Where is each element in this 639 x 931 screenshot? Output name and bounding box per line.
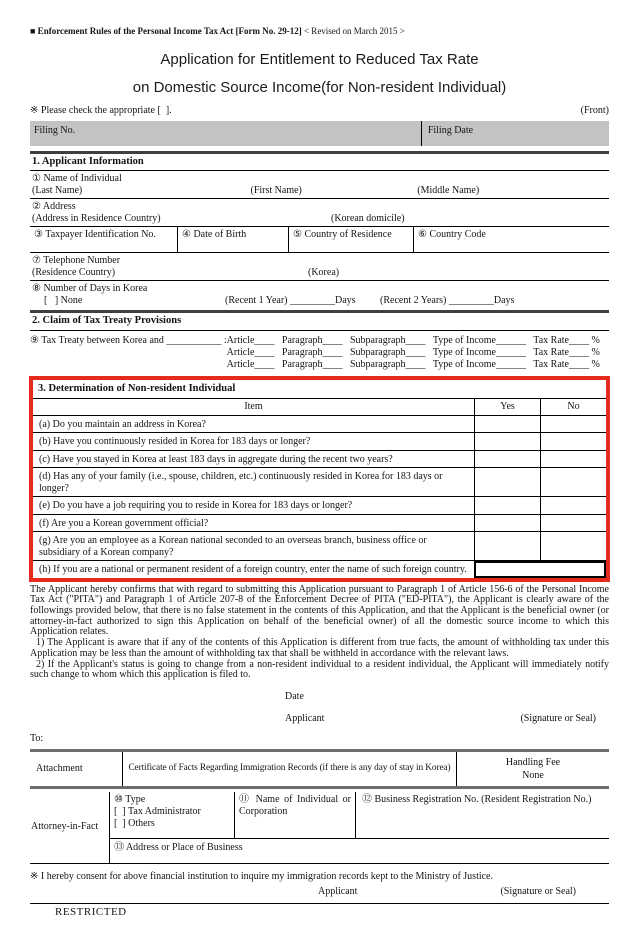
answer-no-cell[interactable] (540, 515, 606, 532)
revision-label: < Revised on March 2015 > (303, 26, 405, 36)
answer-yes-cell[interactable] (474, 433, 540, 450)
address-label: ② Address (32, 201, 76, 213)
answer-yes-cell[interactable] (474, 416, 540, 433)
question-f: (f) Are you a Korean government official? (39, 517, 209, 529)
declaration-paragraph: The Applicant hereby confirms that with regard to submitting this Application pursuant to Paragraph 1 of Article 156-6 of the Personal Income Tax Act ("PITA") and Paragraph 1 of Article 207-8 of the Enforcement Decree of PITA ("ED-PITA"), the Applicant is clearly aware of the followings provided below, that there is no false statement in the contents of this Application, and that the Applicant is the beneficial owner (or attorney-in-fact authorized to sign this Application on behalf of the beneficial owner) of all the domestic source income to which this Application relates. (30, 583, 609, 638)
days-none-checkbox[interactable]: [ ] None (44, 295, 83, 307)
attachment-document-name: Certificate of Facts Regarding Immigration Records (if there is any day of stay in Korea) (122, 752, 457, 786)
handling-fee-value: None (522, 769, 544, 781)
attorney-name-label: ⑪ Name of Individual or Corporation (235, 792, 356, 838)
filing-header-bar (30, 121, 609, 146)
answer-yes-cell[interactable] (474, 515, 540, 532)
form-title-line1: Application for Entitlement to Reduced Tax Rate (160, 50, 479, 68)
filing-no-label: Filing No. (34, 124, 76, 136)
date-of-birth-label: ④ Date of Birth (178, 227, 289, 252)
table-row (33, 468, 606, 497)
name-row (30, 171, 609, 199)
attachment-row (30, 752, 609, 786)
declaration-text (30, 585, 609, 681)
attorney-in-fact-table (30, 792, 609, 864)
country-of-residence-label: ⑤ Country of Residence (289, 227, 414, 252)
korean-domicile-label: (Korean domicile) (331, 213, 405, 225)
telephone-row (30, 253, 609, 281)
form-reference-note (30, 0, 609, 37)
answer-no-cell[interactable] (540, 433, 606, 450)
business-registration-label: ⑫ Business Registration No. (Resident Registration No.) (362, 793, 592, 805)
answer-no-cell[interactable] (540, 497, 606, 514)
answer-yes-cell[interactable] (474, 532, 540, 560)
telephone-label: ⑦ Telephone Number (32, 255, 121, 267)
section1-title: 1. Applicant Information (30, 154, 609, 172)
question-a: (a) Do you maintain an address in Korea? (39, 418, 206, 430)
tax-treaty-intro: ⑨ Tax Treaty between Korea and ___________ : (30, 334, 227, 346)
address-residence-label: (Address in Residence Country) (32, 213, 161, 225)
attachment-label: Attachment (36, 762, 83, 774)
table-row (33, 416, 606, 434)
question-e: (e) Do you have a job requiring you to reside in Korea for 183 days or longer? (39, 500, 353, 512)
declaration-item-1: 1) The Applicant is aware that if any of the contents of this Application is different from true facts, the amount of withholding tax under this Application may be less than the amount of withholding tax that shall be withheld in accordance with the relevant laws. (30, 637, 609, 659)
tax-administrator-checkbox[interactable]: [ ] Tax Administrator (114, 805, 201, 817)
to-label: To: (30, 732, 44, 744)
others-checkbox[interactable]: [ ] Others (114, 817, 155, 829)
handling-fee-label: Handling Fee (505, 756, 561, 768)
identification-row (30, 227, 609, 253)
table-row (33, 451, 606, 469)
question-c: (c) Have you stayed in Korea at least 183 days in aggregate during the recent two years? (39, 453, 393, 465)
answer-no-cell[interactable] (540, 416, 606, 433)
section3-title: 3. Determination of Non-resident Individual (33, 380, 606, 399)
foreign-country-entry-cell[interactable] (474, 561, 606, 578)
address-row (30, 199, 609, 227)
item-column-header: Item (244, 400, 263, 412)
answer-yes-cell[interactable] (474, 451, 540, 468)
answer-yes-cell[interactable] (474, 497, 540, 514)
attorney-address-label: ⑬ Address or Place of Business (110, 838, 609, 863)
question-d: (d) Has any of your family (i.e., spouse, children, etc.) continuously resided in Korea for 183 days or longer? (39, 471, 443, 494)
filing-date-label: Filing Date (421, 121, 609, 146)
section3-header-row (33, 399, 606, 416)
treaty-line[interactable]: Article____ Paragraph____ Subparagraph____ Type of Income______ Tax Rate____ % (226, 358, 600, 370)
date-label: Date (285, 690, 304, 702)
treaty-line[interactable]: Article____ Paragraph____ Subparagraph____ Type of Income______ Tax Rate____ % (226, 334, 600, 346)
yes-column-header: Yes (474, 399, 540, 415)
no-column-header: No (540, 399, 606, 415)
consent-applicant-label: Applicant (318, 885, 358, 897)
section2-title: 2. Claim of Tax Treaty Provisions (30, 313, 609, 331)
table-row (33, 515, 606, 533)
days-in-korea-row (30, 281, 609, 310)
footer-rule (30, 903, 609, 904)
section3-highlight-box (29, 376, 610, 582)
first-name-label: (First Name) (250, 185, 302, 197)
immigration-consent-text: ※ I hereby consent for above financial institution to inquire my immigration records kept to the Ministry of Justice. (30, 870, 493, 882)
consent-signature-label: (Signature or Seal) (500, 885, 576, 897)
tax-treaty-row (30, 331, 609, 376)
name-of-individual-label: ① Name of Individual (32, 173, 122, 185)
declaration-item-2: 2) If the Applicant's status is going to change from a non-resident individual to a resident individual, the Applicant will immediately notify such change to whom which this application is filed to. (30, 658, 609, 681)
days-recent-1-year-blank[interactable]: (Recent 1 Year) _________Days (225, 295, 356, 307)
treaty-line[interactable]: Article____ Paragraph____ Subparagraph____ Type of Income______ Tax Rate____ % (226, 346, 600, 358)
applicant-label: Applicant (285, 712, 325, 724)
table-row (33, 532, 606, 561)
days-in-korea-label: ⑧ Number of Days in Korea (32, 283, 148, 295)
telephone-residence-label: (Residence Country) (32, 267, 116, 279)
question-h: (h) If you are a national or permanent resident of a foreign country, enter the name of such foreign country. (39, 564, 467, 576)
signature-or-seal-label: (Signature or Seal) (520, 712, 596, 724)
question-g: (g) Are you an employee as a Korean national seconded to an overseas branch, business office or subsidiary of a Korean company? (39, 535, 427, 558)
attorney-in-fact-label: Attorney-in-Fact (30, 792, 110, 863)
table-row (33, 433, 606, 451)
answer-no-cell[interactable] (540, 468, 606, 496)
country-code-label: ⑥ Country Code (418, 229, 486, 241)
days-recent-2-years-blank[interactable]: (Recent 2 Years) _________Days (380, 295, 515, 307)
check-instruction: ※ Please check the appropriate [ ]. (30, 104, 172, 116)
middle-name-label: (Middle Name) (417, 185, 480, 197)
last-name-label: (Last Name) (32, 185, 83, 197)
answer-yes-cell[interactable] (474, 468, 540, 496)
restricted-classification-label: RESTRICTED (55, 905, 127, 918)
form-title-line2: on Domestic Source Income(for Non-resident Individual) (132, 78, 507, 96)
answer-no-cell[interactable] (540, 451, 606, 468)
attorney-type-label: ⑩ Type (114, 793, 146, 805)
front-label: (Front) (580, 104, 609, 116)
answer-no-cell[interactable] (540, 532, 606, 560)
table-row (33, 561, 606, 578)
form-number-label: ■ Enforcement Rules of the Personal Income Tax Act [Form No. 29-12] (30, 26, 302, 36)
question-b: (b) Have you continuously resided in Korea for 183 days or longer? (39, 436, 311, 448)
taxpayer-id-label: ③ Taxpayer Identification No. (30, 227, 178, 252)
table-row (33, 497, 606, 515)
attorney-top-rule (30, 786, 609, 789)
telephone-korea-label: (Korea) (308, 267, 340, 279)
